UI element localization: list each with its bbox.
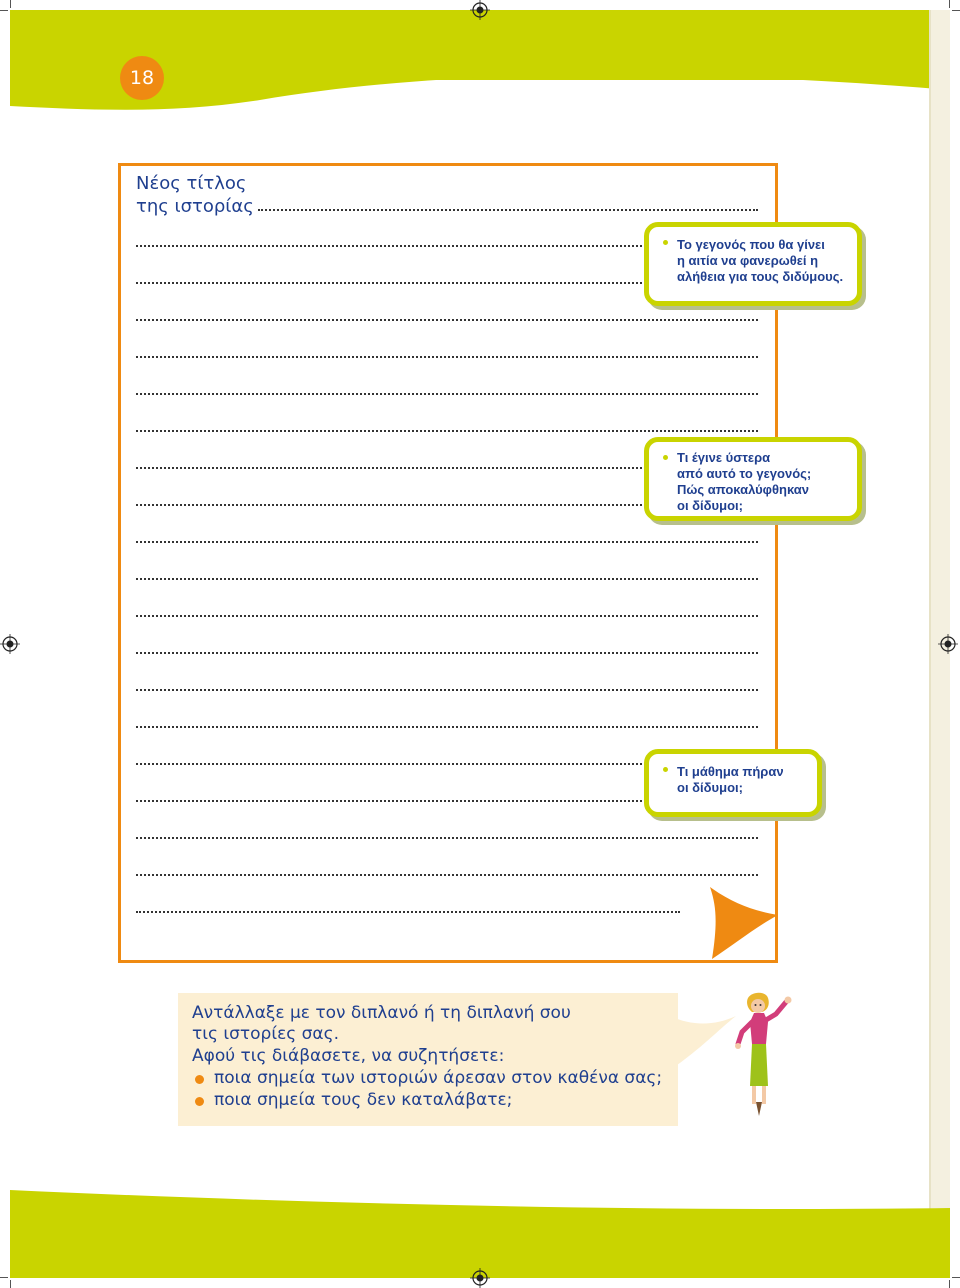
prompt-line: αλήθεια για τους διδύμους. bbox=[677, 269, 844, 284]
prompt-box-cause bbox=[644, 222, 862, 306]
prompt-line: Τι έγινε ύστερα bbox=[677, 450, 771, 465]
prompt-line: η αιτία να φανερωθεί η bbox=[677, 253, 819, 268]
writing-line[interactable] bbox=[136, 837, 758, 839]
registration-mark-icon bbox=[0, 634, 20, 654]
writing-line[interactable] bbox=[136, 319, 758, 321]
right-margin-line bbox=[929, 10, 931, 1278]
orange-arrow-shape bbox=[700, 885, 780, 965]
registration-mark-icon bbox=[938, 634, 958, 654]
discussion-bullet-2: ποια σημεία τους δεν καταλάβατε; bbox=[214, 1090, 513, 1110]
bottom-green-wave bbox=[10, 1190, 950, 1278]
writing-line[interactable] bbox=[136, 689, 758, 691]
writing-line[interactable] bbox=[136, 504, 642, 506]
orange-bullet bbox=[195, 1097, 204, 1106]
writing-line[interactable] bbox=[136, 874, 758, 876]
crop-mark bbox=[952, 10, 960, 11]
discussion-line-2: τις ιστορίες σας. bbox=[192, 1024, 340, 1044]
writing-line[interactable] bbox=[136, 245, 642, 247]
prompt-line: Πώς αποκαλύφθηκαν bbox=[677, 482, 809, 497]
crop-mark bbox=[949, 1280, 950, 1288]
writing-line[interactable] bbox=[136, 282, 642, 284]
writing-line[interactable] bbox=[136, 393, 758, 395]
prompt-line: οι δίδυμοι; bbox=[677, 498, 743, 513]
crop-mark bbox=[0, 1277, 8, 1278]
girl-illustration bbox=[732, 992, 796, 1118]
discussion-line-3: Αφού τις διάβασετε, να συζητήσετε: bbox=[192, 1046, 505, 1066]
bullet-dot bbox=[663, 767, 668, 772]
writing-line[interactable] bbox=[136, 800, 642, 802]
writing-line[interactable] bbox=[136, 652, 758, 654]
story-title-label bbox=[136, 172, 254, 218]
writing-line[interactable] bbox=[136, 467, 642, 469]
crop-mark bbox=[949, 0, 950, 8]
writing-line[interactable] bbox=[136, 430, 758, 432]
prompt-line: οι δίδυμοι; bbox=[677, 780, 743, 795]
crop-mark bbox=[10, 0, 11, 8]
writing-line[interactable] bbox=[136, 726, 758, 728]
writing-line[interactable] bbox=[136, 615, 758, 617]
writing-line[interactable] bbox=[136, 356, 758, 358]
title-line-1: Νέος τίτλος bbox=[136, 173, 247, 194]
prompt-line: από αυτό το γεγονός; bbox=[677, 466, 812, 481]
title-writing-line[interactable] bbox=[258, 209, 758, 211]
writing-line[interactable] bbox=[136, 578, 758, 580]
writing-line[interactable] bbox=[136, 541, 758, 543]
orange-bullet bbox=[195, 1075, 204, 1084]
bullet-dot bbox=[663, 240, 668, 245]
title-line-2: της ιστορίας bbox=[136, 196, 254, 217]
writing-line[interactable] bbox=[136, 911, 680, 913]
discussion-bullet-1: ποια σημεία των ιστοριών άρεσαν στον καθένα σας; bbox=[214, 1068, 663, 1088]
page-number-badge: 18 bbox=[120, 56, 164, 100]
bullet-dot bbox=[663, 455, 668, 460]
crop-mark bbox=[10, 1280, 11, 1288]
prompt-box-aftermath bbox=[644, 437, 862, 521]
discussion-line-1: Αντάλλαξε με τον διπλανό ή τη διπλανή σου bbox=[192, 1003, 571, 1023]
registration-mark-icon bbox=[470, 1268, 490, 1288]
registration-mark-icon bbox=[470, 0, 490, 20]
crop-mark bbox=[0, 10, 8, 11]
crop-mark bbox=[952, 1277, 960, 1278]
writing-line[interactable] bbox=[136, 763, 642, 765]
prompt-box-lesson bbox=[644, 749, 822, 817]
speech-tail bbox=[670, 1012, 740, 1072]
prompt-line: Τι μάθημα πήραν bbox=[677, 764, 784, 779]
prompt-line: Το γεγονός που θα γίνει bbox=[677, 237, 825, 252]
